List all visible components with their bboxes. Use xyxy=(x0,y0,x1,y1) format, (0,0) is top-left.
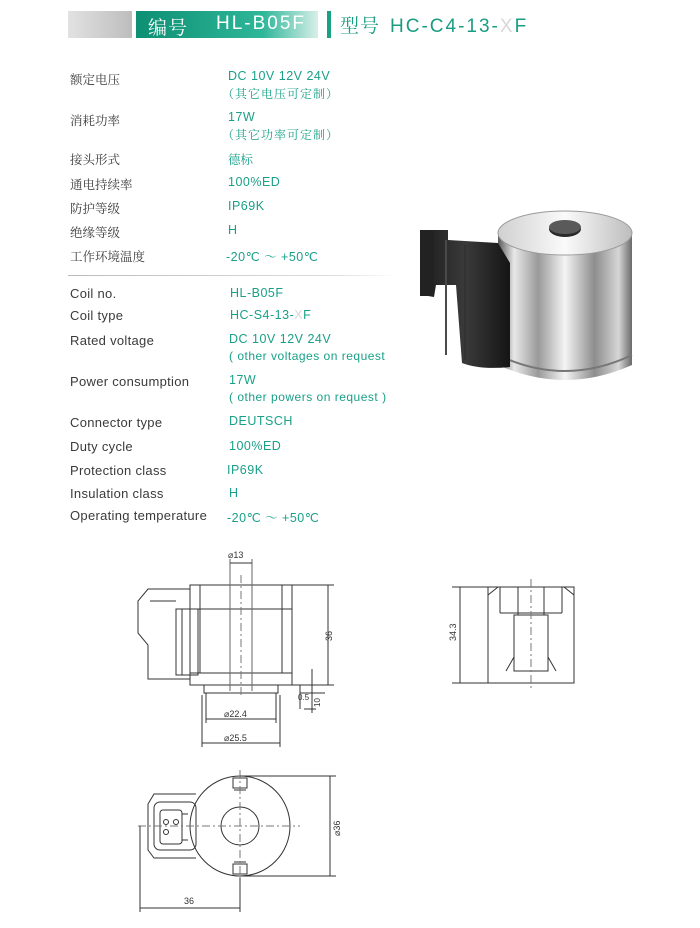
top-view-drawing xyxy=(130,770,360,920)
code-value: HL-B05F xyxy=(216,13,307,34)
spec-en-label: Insulation class xyxy=(70,486,164,501)
spec-cn-label: 额定电压 xyxy=(70,72,121,87)
spec-cn-value: 德标 xyxy=(228,152,254,167)
spec-en-value: -20℃ ～ +50℃ xyxy=(227,511,320,525)
type-label: 型号 xyxy=(340,15,381,37)
dim-outer-dia: ⌀25.5 xyxy=(224,733,247,743)
spec-en-sub: ( other voltages on request xyxy=(229,349,386,363)
header-code-banner xyxy=(136,11,318,38)
header-gray-block xyxy=(68,11,132,38)
spec-en-label: Coil no. xyxy=(70,286,117,301)
type-x: X xyxy=(499,16,515,37)
dim-bore: ⌀13 xyxy=(228,550,244,560)
type-tail: F xyxy=(514,16,529,37)
spec-en-sub: ( other powers on request ) xyxy=(229,390,387,404)
spec-en-label: Coil type xyxy=(70,308,124,323)
spec-en-value: 17W xyxy=(229,373,257,387)
spec-cn-value: H xyxy=(228,223,238,237)
spec-en-value: H xyxy=(229,486,239,500)
spec-en-value: 100%ED xyxy=(229,439,282,453)
spec-en-label: Protection class xyxy=(70,463,167,478)
spec-en-value: DC 10V 12V 24V xyxy=(229,332,332,346)
spec-cn-value: IP69K xyxy=(228,199,265,213)
spec-en-value: IP69K xyxy=(227,463,264,477)
spec-en-label: Power consumption xyxy=(70,374,190,389)
coil-type-main: HC-S4-13- xyxy=(230,308,295,322)
dim-inner-dia: ⌀22.4 xyxy=(224,709,247,719)
spec-en-value xyxy=(230,308,311,322)
dim-length: 36 xyxy=(184,896,195,906)
front-view-drawing xyxy=(120,545,360,755)
spec-cn-label: 通电持续率 xyxy=(70,177,133,192)
spec-en-label: Rated voltage xyxy=(70,333,155,348)
type-main: HC-C4-13- xyxy=(390,16,500,37)
spec-cn-label: 消耗功率 xyxy=(70,113,121,128)
dim-height: 36 xyxy=(324,630,334,641)
spec-cn-label: 接头形式 xyxy=(70,152,121,167)
spec-cn-value: -20℃ ～ +50℃ xyxy=(226,250,319,264)
header-accent-bar xyxy=(327,11,331,38)
spec-en-label: Operating temperature xyxy=(70,508,208,523)
spec-cn-label: 绝缘等级 xyxy=(70,225,121,240)
spec-en-label: Duty cycle xyxy=(70,439,133,454)
dim-side-height: 34.3 xyxy=(448,623,458,641)
spec-cn-value: DC 10V 12V 24V xyxy=(228,69,331,83)
spec-cn-label: 防护等级 xyxy=(70,201,121,216)
spec-cn-value: 100%ED xyxy=(228,175,281,189)
dim-offset: 0.5 xyxy=(298,693,310,702)
spec-cn-value: 17W xyxy=(228,110,256,124)
spec-en-value: HL-B05F xyxy=(230,286,284,300)
coil-product-photo xyxy=(410,205,650,395)
spec-cn-sub: （其它功率可定制） xyxy=(222,128,340,142)
spec-en-label: Connector type xyxy=(70,415,163,430)
type-value xyxy=(390,16,528,37)
coil-type-x: X xyxy=(294,308,304,322)
dim-diameter: ⌀36 xyxy=(332,820,342,836)
spec-cn-label: 工作环境温度 xyxy=(70,249,146,264)
type-heading xyxy=(340,11,528,38)
dim-flange: 10 xyxy=(313,698,322,707)
coil-type-tail: F xyxy=(303,308,312,322)
spec-en-value: DEUTSCH xyxy=(229,414,293,428)
section-divider xyxy=(68,275,398,276)
side-view-drawing xyxy=(440,575,590,695)
code-label: 编号 xyxy=(148,17,189,39)
spec-cn-sub: （其它电压可定制） xyxy=(222,87,340,101)
